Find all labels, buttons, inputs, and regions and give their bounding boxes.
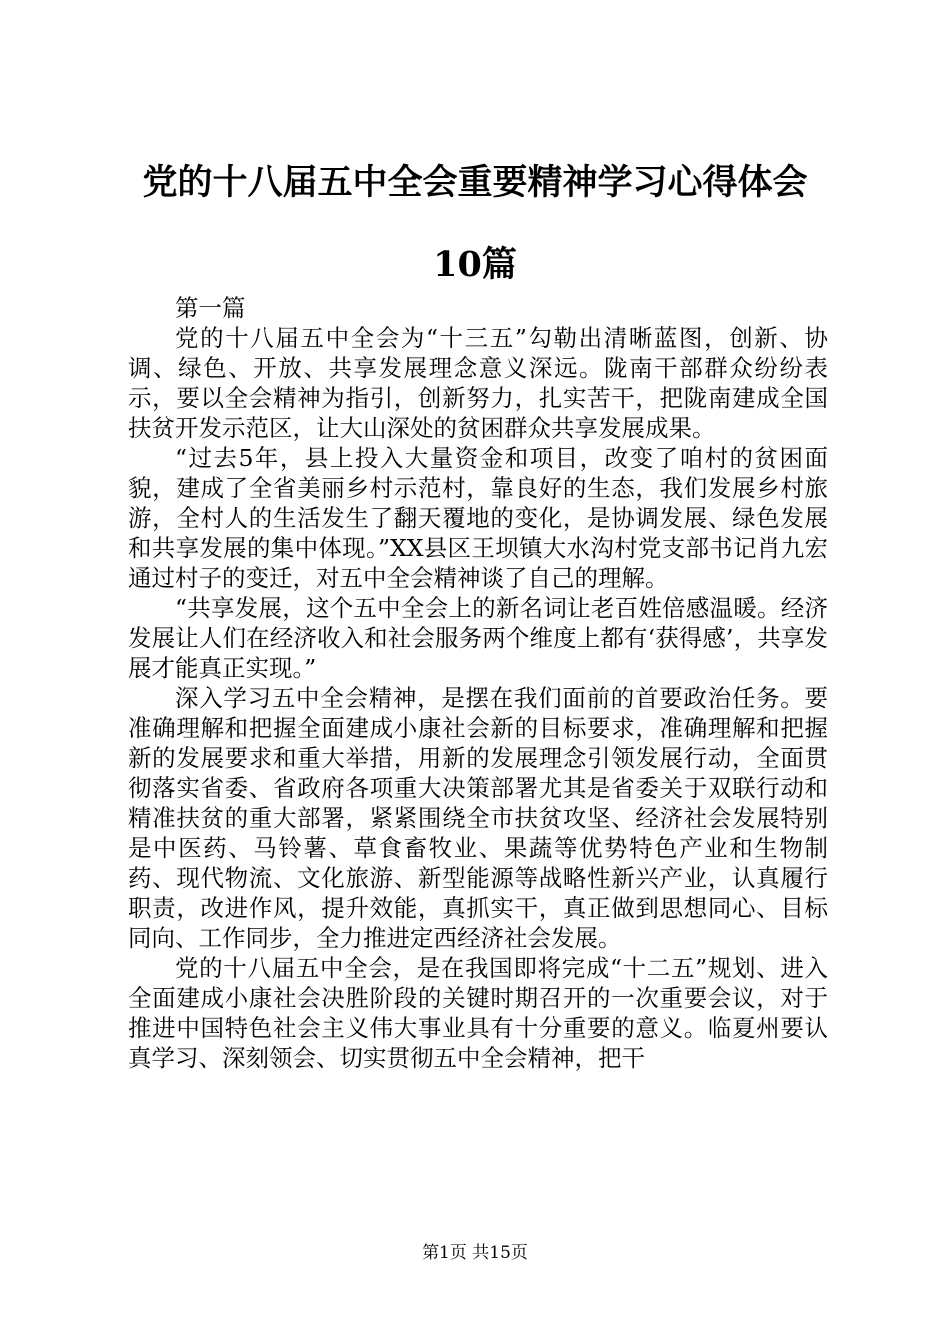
body-paragraph: 深入学习五中全会精神，是摆在我们面前的首要政治任务。要准确理解和把握全面建成小康社会新的目标要求，准确理解和把握新的发展要求和重大举措，用新的发展理念引领发展行动，全面贯彻落实省委、省政府各项重大决策部署尤其是省委关于双联行动和精准扶贫的重大部署，紧紧围绕全市扶贫攻坚、经济社会发展特别是中医药、马铃薯、草食畜牧业、果蔬等优势特色产业和生物制药、现代物流、文化旅游、新型能源等战略性新兴产业，认真履行职责，改进作风，提升效能，真抓实干，真正做到思想同心、目标同向、工作同步，全力推进定西经济社会发展。 xyxy=(128,684,828,952)
page-footer: 第1页 共15页 xyxy=(422,1243,528,1263)
document-title-line-2: 10篇 xyxy=(433,244,517,285)
document-body xyxy=(128,293,828,1073)
body-paragraph: 党的十八届五中全会为“十三五”勾勒出清晰蓝图，创新、协调、绿色、开放、共享发展理念意义深远。陇南干部群众纷纷表示，要以全会精神为指引，创新努力，扎实苦干，把陇南建成全国扶贫开发示范区，让大山深处的贫困群众共享发展成果。 xyxy=(128,324,828,442)
body-paragraph: “过去5年，县上投入大量资金和项目，改变了咱村的贫困面貌，建成了全省美丽乡村示范村，靠良好的生态，我们发展乡村旅游，全村人的生活发生了翻天覆地的变化，是协调发展、绿色发展和共享发展的集中体现。”XX县区王坝镇大水沟村党支部书记肖九宏通过村子的变迁，对五中全会精神谈了自己的理解。 xyxy=(128,444,828,592)
body-paragraph: “共享发展，这个五中全会上的新名词让老百姓倍感温暖。经济发展让人们在经济收入和社会服务两个维度上都有‘获得感’，共享发展才能真正实现。” xyxy=(128,594,828,682)
document-title-line-1: 党的十八届五中全会重要精神学习心得体会 xyxy=(142,162,808,203)
body-paragraph: 党的十八届五中全会，是在我国即将完成“十二五”规划、进入全面建成小康社会决胜阶段的关键时期召开的一次重要会议，对于推进中国特色社会主义伟大事业具有十分重要的意义。临夏州要认真学习、深刻领会、切实贯彻五中全会精神，把干 xyxy=(128,954,828,1072)
section-heading: 第一篇 xyxy=(175,294,246,322)
